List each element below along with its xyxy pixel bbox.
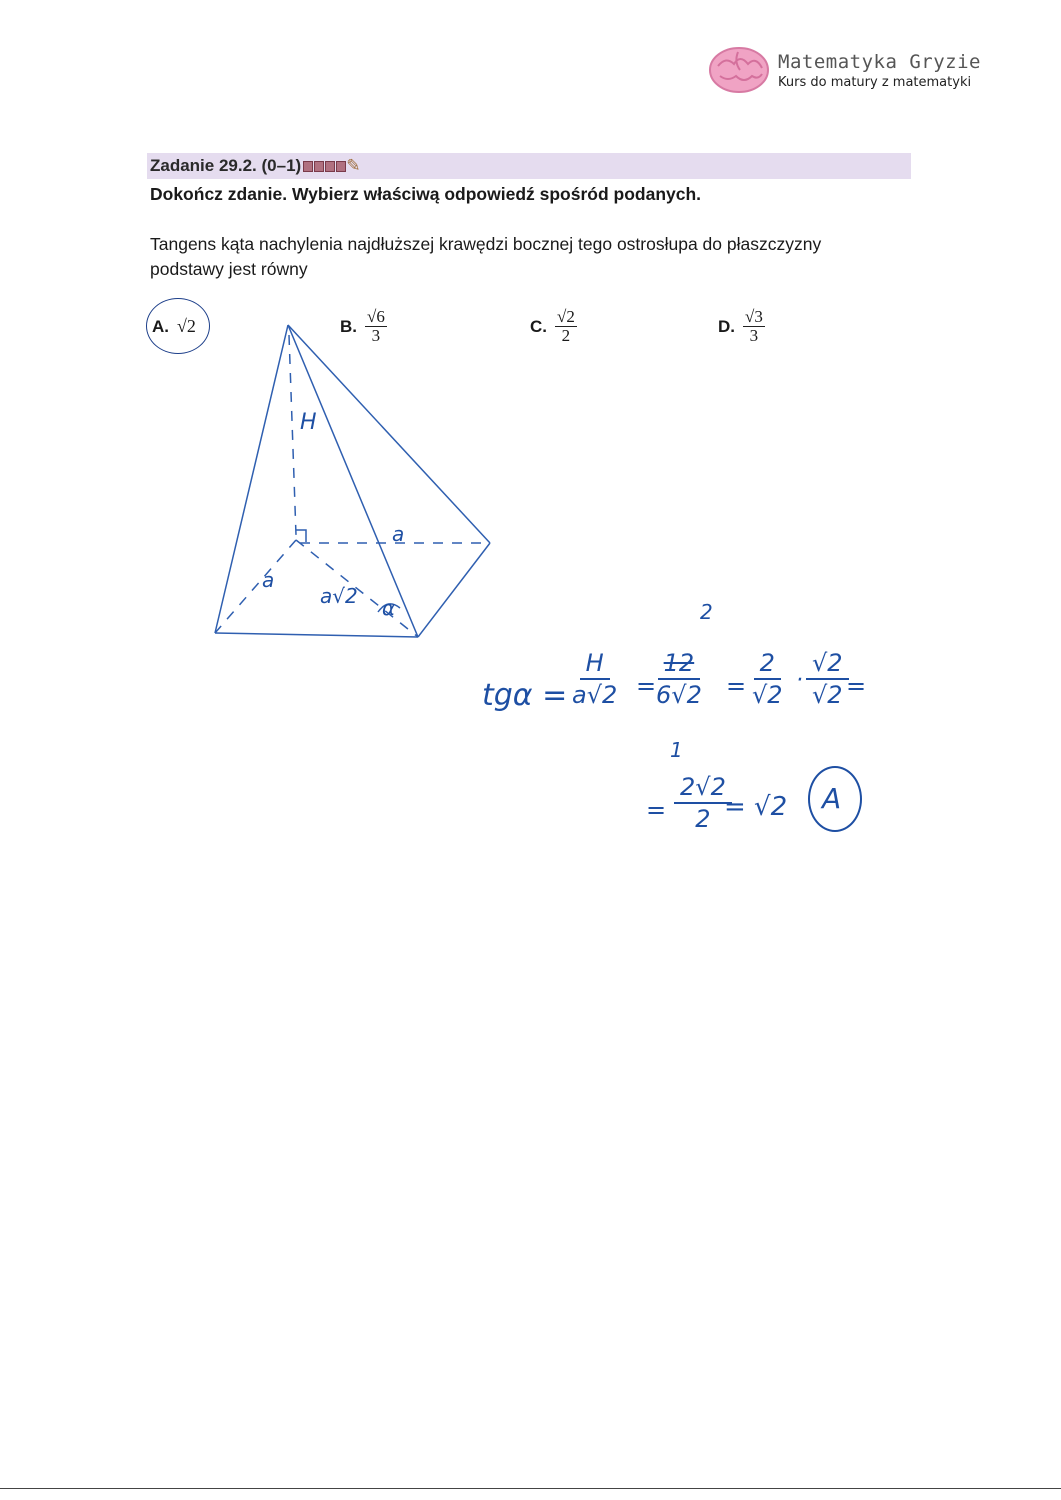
numerator: H: [580, 648, 610, 680]
fraction-12-over-6sqrt2: [656, 648, 702, 710]
angle-label: α: [382, 596, 396, 620]
numerator: √3: [745, 307, 763, 326]
denominator: 6√2: [656, 681, 702, 709]
fraction-h-over-a-sqrt2: [572, 648, 617, 710]
edge-label: a: [262, 568, 275, 592]
page-bottom-border: [0, 1488, 1061, 1489]
denominator: √2: [752, 681, 783, 709]
fraction-2-over-sqrt2: [752, 648, 783, 710]
denominator: a√2: [572, 681, 618, 709]
numerator: 12: [658, 648, 701, 680]
equals-sign: =: [846, 672, 867, 700]
final-answer: A: [822, 782, 842, 815]
option-label: B.: [340, 316, 357, 336]
option-label: A.: [152, 316, 169, 336]
pyramid-sketch: [0, 0, 1061, 700]
logo-subtitle: Kurs do matury z matematyki: [778, 74, 972, 90]
option-label: D.: [718, 316, 735, 336]
logo-title: Matematyka Gryzie: [778, 50, 981, 73]
denominator: 2: [561, 326, 571, 345]
pencil-icon: ✎: [346, 156, 361, 175]
equals-sign: =: [726, 672, 747, 700]
numerator: √6: [367, 307, 385, 326]
fraction-sqrt2-over-sqrt2: [806, 648, 849, 710]
solution-lhs: tgα =: [482, 678, 568, 713]
equals-sign: =: [646, 796, 667, 824]
denominator: 2: [695, 805, 711, 833]
solution-result: = √2: [724, 792, 788, 822]
denominator: 3: [371, 326, 381, 345]
equals-sign: =: [636, 672, 657, 700]
numerator: √2: [557, 307, 575, 326]
numerator: 2: [754, 648, 781, 680]
option-label: C.: [530, 316, 547, 336]
numerator: √2: [806, 648, 849, 680]
numerator: 2√2: [674, 772, 732, 804]
edge-label: a: [392, 522, 405, 546]
multiply-dot: ·: [796, 668, 803, 693]
task-instruction: Dokończ zdanie. Wybierz właściwą odpowiedź spośród podanych.: [150, 184, 702, 204]
cancel-note: 2: [700, 600, 713, 624]
task-question: Tangens kąta nachylenia najdłuższej krawędzi bocznej tego ostrosłupa do płaszczyzny podstawy jest równy: [150, 234, 822, 279]
task-number: Zadanie 29.2. (0–1): [150, 156, 302, 175]
denominator: 3: [749, 326, 759, 345]
height-label: H: [300, 410, 317, 435]
diagonal-label: a√2: [320, 584, 358, 608]
option-value: √2: [177, 316, 196, 336]
denominator: √2: [812, 681, 843, 709]
cancel-note: 1: [670, 738, 683, 762]
